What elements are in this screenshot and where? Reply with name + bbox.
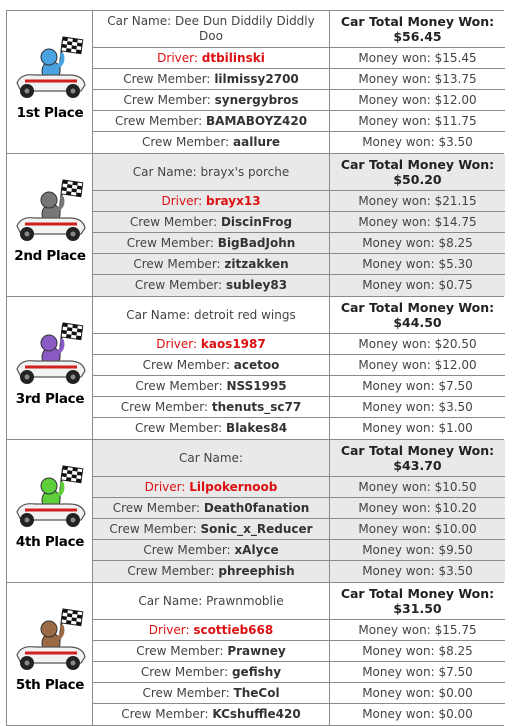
place-label: 2nd Place bbox=[14, 248, 86, 264]
money-label: Money won: bbox=[358, 500, 431, 515]
money-cell bbox=[330, 662, 505, 682]
race-kart-icon bbox=[11, 605, 89, 675]
member-cell bbox=[93, 191, 330, 211]
car-name-cell bbox=[93, 440, 330, 476]
crew-member-name: BigBadJohn bbox=[217, 235, 296, 250]
member-cell bbox=[93, 48, 330, 68]
car-total-cell bbox=[330, 11, 505, 47]
money-cell bbox=[330, 540, 505, 560]
crew-member-name: subley83 bbox=[226, 278, 288, 292]
driver-label: Driver: bbox=[144, 479, 186, 494]
member-cell bbox=[93, 212, 330, 232]
money-cell bbox=[330, 498, 505, 518]
crew-member-row bbox=[93, 540, 505, 561]
money-value: $7.50 bbox=[438, 664, 473, 679]
crew-member-label: Crew Member: bbox=[134, 278, 223, 292]
place-label: 1st Place bbox=[16, 105, 84, 121]
car-name-cell bbox=[93, 583, 330, 619]
place-rows bbox=[93, 583, 505, 725]
member-cell bbox=[93, 683, 330, 703]
money-label: Money won: bbox=[358, 50, 431, 65]
car-name: brayx's porche bbox=[200, 164, 290, 179]
money-value: $5.30 bbox=[438, 256, 473, 271]
driver-name: dtbilinski bbox=[201, 50, 265, 65]
money-value: $8.25 bbox=[438, 235, 473, 250]
money-value: $3.50 bbox=[438, 399, 473, 414]
race-kart-icon bbox=[11, 462, 89, 532]
car-total-label: Car Total Money Won: bbox=[340, 14, 495, 29]
place-cell bbox=[7, 297, 93, 439]
crew-member-label: Crew Member: bbox=[114, 113, 203, 128]
member-cell bbox=[93, 254, 330, 274]
place-block-2 bbox=[6, 154, 504, 297]
crew-member-row bbox=[93, 376, 505, 397]
car-total-value: $31.50 bbox=[393, 601, 442, 616]
money-cell bbox=[330, 704, 505, 725]
money-value: $8.25 bbox=[438, 643, 473, 658]
driver-row bbox=[93, 334, 505, 355]
place-block-3 bbox=[6, 297, 504, 440]
crew-member-label: Crew Member: bbox=[120, 399, 209, 414]
place-block-4 bbox=[6, 440, 504, 583]
car-name-cell bbox=[93, 154, 330, 190]
money-label: Money won: bbox=[362, 399, 435, 414]
crew-member-name: TheCol bbox=[233, 685, 280, 700]
member-cell bbox=[93, 561, 330, 582]
car-header-row bbox=[93, 11, 505, 48]
crew-member-label: Crew Member: bbox=[143, 542, 231, 557]
money-label: Money won: bbox=[358, 622, 431, 637]
money-cell bbox=[330, 254, 505, 274]
money-value: $0.00 bbox=[438, 707, 473, 721]
member-cell bbox=[93, 233, 330, 253]
member-cell bbox=[93, 662, 330, 682]
money-cell bbox=[330, 132, 505, 153]
money-label: Money won: bbox=[358, 92, 431, 107]
crew-member-row bbox=[93, 355, 505, 376]
money-label: Money won: bbox=[362, 564, 435, 578]
driver-label: Driver: bbox=[161, 193, 203, 208]
crew-member-name: NSS1995 bbox=[226, 378, 287, 393]
place-rows bbox=[93, 297, 505, 439]
crew-member-row bbox=[93, 662, 505, 683]
crew-member-row bbox=[93, 111, 505, 132]
member-cell bbox=[93, 704, 330, 725]
member-cell bbox=[93, 620, 330, 640]
crew-member-label: Crew Member: bbox=[136, 643, 224, 658]
member-cell bbox=[93, 111, 330, 131]
money-label: Money won: bbox=[358, 71, 431, 86]
car-name: detroit red wings bbox=[194, 307, 296, 322]
crew-member-label: Crew Member: bbox=[133, 256, 221, 271]
member-cell bbox=[93, 355, 330, 375]
car-total-value: $50.20 bbox=[393, 172, 442, 187]
crew-member-label: Crew Member: bbox=[127, 564, 215, 578]
crew-member-name: Blakes84 bbox=[226, 421, 288, 435]
place-cell bbox=[7, 154, 93, 296]
money-label: Money won: bbox=[358, 113, 431, 128]
money-value: $12.00 bbox=[434, 92, 477, 107]
money-value: $20.50 bbox=[434, 336, 477, 351]
crew-member-label: Crew Member: bbox=[141, 135, 230, 149]
car-name-label: Car Name: bbox=[138, 593, 203, 608]
money-value: $3.50 bbox=[438, 564, 473, 578]
member-cell bbox=[93, 477, 330, 497]
member-cell bbox=[93, 275, 330, 296]
place-label: 5th Place bbox=[15, 677, 85, 693]
money-cell bbox=[330, 69, 505, 89]
member-cell bbox=[93, 397, 330, 417]
crew-member-name: synergybros bbox=[214, 92, 299, 107]
driver-row bbox=[93, 477, 505, 498]
member-cell bbox=[93, 418, 330, 439]
money-value: $9.50 bbox=[438, 542, 473, 557]
car-total-label: Car Total Money Won: bbox=[340, 157, 495, 172]
crew-member-name: phreephish bbox=[218, 564, 295, 578]
car-name-label: Car Name: bbox=[132, 164, 197, 179]
place-label: 4th Place bbox=[15, 534, 85, 550]
car-total-label: Car Total Money Won: bbox=[340, 586, 495, 601]
crew-member-label: Crew Member: bbox=[142, 357, 230, 372]
crew-member-label: Crew Member: bbox=[123, 92, 211, 107]
money-value: $14.75 bbox=[434, 214, 477, 229]
money-value: $0.00 bbox=[438, 685, 473, 700]
crew-member-row bbox=[93, 69, 505, 90]
money-cell bbox=[330, 111, 505, 131]
money-label: Money won: bbox=[362, 278, 435, 292]
member-cell bbox=[93, 334, 330, 354]
member-cell bbox=[93, 132, 330, 153]
car-total-label: Car Total Money Won: bbox=[340, 443, 495, 458]
money-label: Money won: bbox=[362, 135, 435, 149]
car-header-row bbox=[93, 583, 505, 620]
driver-row bbox=[93, 48, 505, 69]
member-cell bbox=[93, 519, 330, 539]
crew-member-label: Crew Member: bbox=[112, 500, 200, 515]
crew-member-name: acetoo bbox=[233, 357, 280, 372]
driver-row bbox=[93, 620, 505, 641]
money-cell bbox=[330, 397, 505, 417]
money-cell bbox=[330, 48, 505, 68]
crew-member-row bbox=[93, 132, 505, 153]
crew-member-name: BAMABOYZ420 bbox=[206, 113, 308, 128]
crew-member-label: Crew Member: bbox=[135, 378, 223, 393]
money-label: Money won: bbox=[362, 378, 435, 393]
money-value: $10.20 bbox=[434, 500, 477, 515]
car-name-label: Car Name: bbox=[126, 307, 191, 322]
car-name-cell bbox=[93, 297, 330, 333]
crew-member-name: gefishy bbox=[231, 664, 282, 679]
money-label: Money won: bbox=[362, 685, 435, 700]
money-cell bbox=[330, 233, 505, 253]
driver-label: Driver: bbox=[148, 622, 190, 637]
money-label: Money won: bbox=[358, 357, 431, 372]
money-cell bbox=[330, 90, 505, 110]
member-cell bbox=[93, 498, 330, 518]
money-cell bbox=[330, 519, 505, 539]
crew-member-row bbox=[93, 498, 505, 519]
member-cell bbox=[93, 69, 330, 89]
crew-member-label: Crew Member: bbox=[142, 685, 230, 700]
car-total-cell bbox=[330, 583, 505, 619]
member-cell bbox=[93, 540, 330, 560]
money-cell bbox=[330, 191, 505, 211]
crew-member-label: Crew Member: bbox=[123, 71, 211, 86]
member-cell bbox=[93, 641, 330, 661]
place-cell bbox=[7, 440, 93, 582]
money-value: $21.15 bbox=[434, 193, 477, 208]
money-label: Money won: bbox=[358, 336, 431, 351]
driver-name: brayx13 bbox=[206, 193, 261, 208]
money-value: $13.75 bbox=[434, 71, 477, 86]
crew-member-name: Sonic_x_Reducer bbox=[200, 521, 313, 536]
place-rows bbox=[93, 154, 505, 296]
place-rows bbox=[93, 440, 505, 582]
car-name: Prawnmoblie bbox=[206, 593, 284, 608]
money-label: Money won: bbox=[362, 707, 435, 721]
crew-member-row bbox=[93, 704, 505, 725]
money-value: $7.50 bbox=[438, 378, 473, 393]
money-cell bbox=[330, 334, 505, 354]
car-total-cell bbox=[330, 440, 505, 476]
crew-member-label: Crew Member: bbox=[126, 235, 214, 250]
money-value: $15.45 bbox=[434, 50, 477, 65]
money-label: Money won: bbox=[362, 643, 435, 658]
money-label: Money won: bbox=[358, 193, 431, 208]
place-block-1 bbox=[6, 10, 504, 154]
driver-row bbox=[93, 191, 505, 212]
place-cell bbox=[7, 583, 93, 725]
crew-member-row bbox=[93, 418, 505, 439]
car-name-cell bbox=[93, 11, 330, 47]
crew-member-row bbox=[93, 561, 505, 582]
crew-member-label: Crew Member: bbox=[121, 707, 209, 721]
money-value: $12.00 bbox=[434, 357, 477, 372]
money-cell bbox=[330, 561, 505, 582]
place-rows bbox=[93, 11, 505, 153]
place-cell bbox=[7, 11, 93, 153]
car-name-label: Car Name: bbox=[179, 450, 243, 465]
money-label: Money won: bbox=[362, 542, 435, 557]
money-cell bbox=[330, 620, 505, 640]
driver-label: Driver: bbox=[156, 336, 198, 351]
place-block-5 bbox=[6, 583, 504, 726]
money-value: $0.75 bbox=[438, 278, 473, 292]
money-cell bbox=[330, 683, 505, 703]
money-label: Money won: bbox=[358, 214, 431, 229]
crew-member-label: Crew Member: bbox=[129, 214, 218, 229]
crew-member-row bbox=[93, 683, 505, 704]
crew-member-name: Prawney bbox=[227, 643, 286, 658]
member-cell bbox=[93, 90, 330, 110]
leaderboard-table bbox=[6, 10, 504, 726]
driver-label: Driver: bbox=[157, 50, 198, 65]
money-label: Money won: bbox=[362, 664, 435, 679]
money-label: Money won: bbox=[362, 421, 435, 435]
car-total-value: $44.50 bbox=[393, 315, 442, 330]
crew-member-name: Death0fanation bbox=[203, 500, 310, 515]
car-total-cell bbox=[330, 297, 505, 333]
money-cell bbox=[330, 355, 505, 375]
crew-member-label: Crew Member: bbox=[140, 664, 229, 679]
crew-member-name: xAlyce bbox=[234, 542, 279, 557]
race-kart-icon bbox=[11, 33, 89, 103]
crew-member-row bbox=[93, 212, 505, 233]
money-value: $10.00 bbox=[434, 521, 477, 536]
crew-member-row bbox=[93, 397, 505, 418]
crew-member-row bbox=[93, 90, 505, 111]
car-header-row bbox=[93, 297, 505, 334]
driver-name: Lilpokernoob bbox=[189, 479, 278, 494]
crew-member-row bbox=[93, 275, 505, 296]
money-value: $15.75 bbox=[434, 622, 477, 637]
driver-name: scottieb668 bbox=[193, 622, 274, 637]
car-total-value: $43.70 bbox=[393, 458, 442, 473]
money-cell bbox=[330, 477, 505, 497]
car-total-label: Car Total Money Won: bbox=[340, 300, 495, 315]
car-name-label: Car Name: bbox=[107, 14, 172, 28]
money-value: $1.00 bbox=[438, 421, 473, 435]
crew-member-name: lilmissy2700 bbox=[214, 71, 299, 86]
member-cell bbox=[93, 376, 330, 396]
money-value: $11.75 bbox=[434, 113, 477, 128]
money-cell bbox=[330, 641, 505, 661]
money-cell bbox=[330, 275, 505, 296]
driver-name: kaos1987 bbox=[200, 336, 266, 351]
money-cell bbox=[330, 212, 505, 232]
race-kart-icon bbox=[11, 176, 89, 246]
crew-member-name: thenuts_sc77 bbox=[211, 399, 302, 414]
crew-member-label: Crew Member: bbox=[109, 521, 197, 536]
car-total-cell bbox=[330, 154, 505, 190]
money-value: $10.50 bbox=[434, 479, 477, 494]
place-label: 3rd Place bbox=[15, 391, 85, 407]
money-label: Money won: bbox=[358, 479, 431, 494]
crew-member-row bbox=[93, 254, 505, 275]
car-total-value: $56.45 bbox=[393, 29, 442, 44]
crew-member-row bbox=[93, 519, 505, 540]
crew-member-name: aallure bbox=[233, 135, 281, 149]
car-name: Dee Dun Diddily Diddly Doo bbox=[175, 14, 315, 43]
money-value: $3.50 bbox=[438, 135, 473, 149]
car-header-row bbox=[93, 154, 505, 191]
race-kart-icon bbox=[11, 319, 89, 389]
crew-member-row bbox=[93, 641, 505, 662]
crew-member-label: Crew Member: bbox=[134, 421, 223, 435]
money-label: Money won: bbox=[358, 521, 431, 536]
money-cell bbox=[330, 376, 505, 396]
car-header-row bbox=[93, 440, 505, 477]
money-cell bbox=[330, 418, 505, 439]
crew-member-name: KCshuffle420 bbox=[212, 707, 301, 721]
money-label: Money won: bbox=[362, 235, 435, 250]
crew-member-row bbox=[93, 233, 505, 254]
crew-member-name: DiscinFrog bbox=[220, 214, 293, 229]
money-label: Money won: bbox=[362, 256, 435, 271]
crew-member-name: zitzakken bbox=[224, 256, 289, 271]
